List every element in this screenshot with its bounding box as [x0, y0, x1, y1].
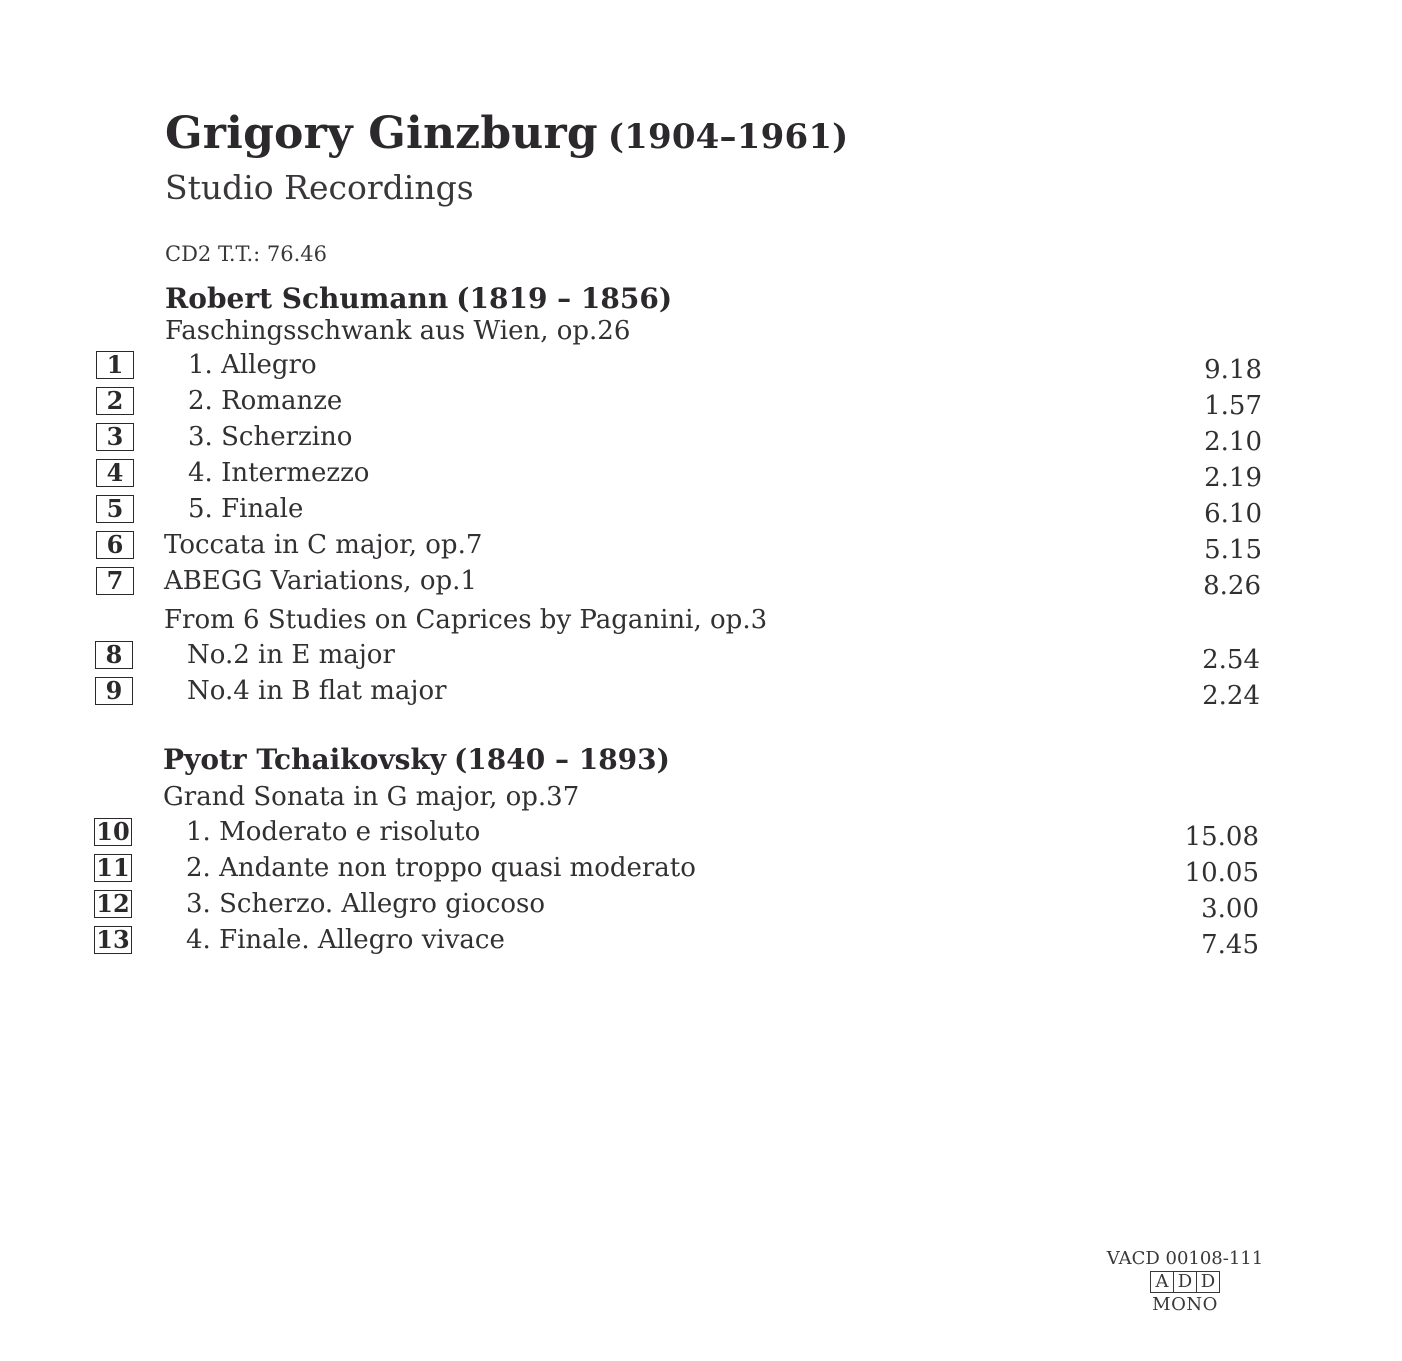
track-number: 5: [96, 495, 134, 523]
track-title: 4. Finale. Allegro vivace: [186, 925, 505, 955]
track-title: ABEGG Variations, op.1: [164, 566, 477, 596]
track-row: [0, 641, 1402, 675]
track-row: [0, 677, 1402, 711]
track-row: [0, 890, 1402, 924]
add-code-badge: [1150, 1271, 1220, 1293]
album-subtitle: Studio Recordings: [165, 168, 474, 207]
track-row: [0, 818, 1402, 852]
track-number: 10: [94, 818, 132, 846]
cd-total-time: CD2 T.T.: 76.46: [165, 242, 328, 266]
catalog-number: VACD 00108-111: [1106, 1248, 1264, 1269]
track-duration: 2.24: [1202, 681, 1260, 711]
catalog-block: [1100, 1248, 1270, 1315]
track-title: 2. Andante non troppo quasi moderato: [186, 853, 696, 883]
composer-heading-tchaikovsky: [163, 743, 670, 776]
composer-years: (1840 – 1893): [454, 743, 670, 776]
track-number: 6: [96, 531, 134, 559]
track-row: [0, 495, 1402, 529]
composer-name: Pyotr Tchaikovsky: [163, 743, 447, 776]
track-duration: 8.26: [1203, 571, 1261, 601]
track-duration: 10.05: [1184, 858, 1259, 888]
track-number: 2: [96, 387, 134, 415]
track-number: 9: [95, 677, 133, 705]
mono-label: MONO: [1152, 1294, 1218, 1315]
track-title: 3. Scherzo. Allegro giocoso: [186, 889, 546, 919]
track-number: 11: [94, 854, 132, 882]
track-number: 8: [95, 641, 133, 669]
add-code-letter: D: [1200, 1271, 1216, 1292]
artist-name: Grigory Ginzburg: [165, 108, 598, 159]
track-number: 3: [96, 423, 134, 451]
track-number: 12: [94, 890, 132, 918]
track-duration: 5.15: [1204, 535, 1262, 565]
artist-title: [165, 108, 848, 159]
track-duration: 15.08: [1184, 822, 1259, 852]
add-code-letter: D: [1174, 1272, 1197, 1292]
track-number: 1: [96, 351, 134, 379]
work-title: Faschingsschwank aus Wien, op.26: [165, 316, 631, 346]
track-duration: 1.57: [1204, 391, 1262, 421]
track-row: [0, 351, 1402, 385]
composer-years: (1819 – 1856): [456, 282, 673, 315]
track-duration: 2.19: [1204, 463, 1262, 493]
track-duration: 2.54: [1202, 645, 1260, 675]
track-row: [0, 531, 1402, 565]
track-title: No.2 in E major: [187, 640, 395, 670]
track-number: 13: [94, 926, 132, 954]
track-duration: 7.45: [1201, 930, 1259, 960]
track-title: 1. Moderato e risoluto: [186, 817, 481, 847]
artist-years: (1904–1961): [607, 117, 849, 157]
track-duration: 9.18: [1204, 355, 1262, 385]
track-title: No.4 in B flat major: [187, 676, 447, 706]
track-number: 7: [96, 567, 134, 595]
track-title: 4. Intermezzo: [188, 458, 370, 488]
track-duration: 3.00: [1201, 894, 1259, 924]
track-title: Toccata in C major, op.7: [164, 530, 483, 560]
work-title: From 6 Studies on Caprices by Paganini, op.3: [164, 605, 768, 635]
track-title: 3. Scherzino: [188, 422, 353, 452]
work-title: Grand Sonata in G major, op.37: [163, 782, 580, 812]
track-row: [0, 387, 1402, 421]
track-title: 5. Finale: [188, 494, 304, 524]
track-number: 4: [96, 459, 134, 487]
add-code-letter: A: [1151, 1272, 1174, 1292]
track-row: [0, 854, 1402, 888]
track-title: 2. Romanze: [188, 386, 343, 416]
track-row: [0, 567, 1402, 601]
track-row: [0, 926, 1402, 960]
track-row: [0, 459, 1402, 493]
track-title: 1. Allegro: [188, 350, 317, 380]
track-row: [0, 423, 1402, 457]
track-duration: 2.10: [1204, 427, 1262, 457]
composer-name: Robert Schumann: [165, 282, 449, 315]
track-duration: 6.10: [1204, 499, 1262, 529]
composer-heading-schumann: [165, 282, 672, 315]
